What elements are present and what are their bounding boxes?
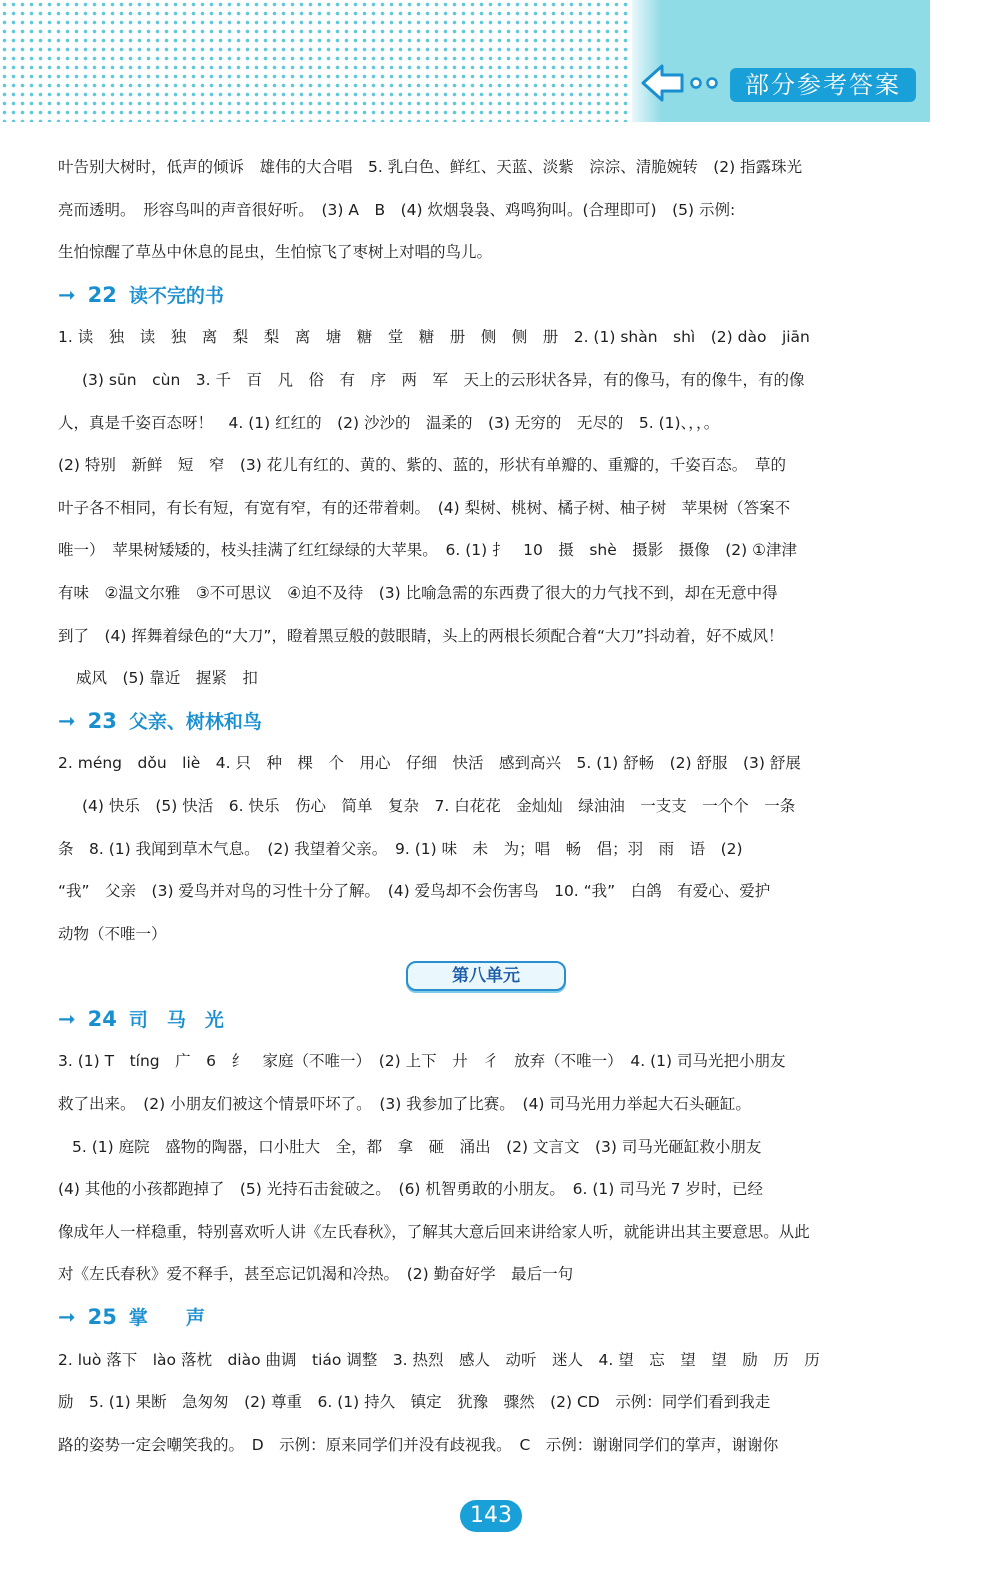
answer-line: 威风 (5) 靠近 握紧 扣 xyxy=(76,669,258,688)
heading-arrow-icon: ➞ xyxy=(58,1305,76,1330)
lesson-number: 23 xyxy=(87,708,117,733)
answer-line: 叶子各不相同，有长有短，有宽有窄，有的还带着刺。 (4) 梨树、桃树、橘子树、柚子树 苹果树（答案不 xyxy=(58,498,791,517)
answer-line: 5. (1) 庭院 盛物的陶器，口小肚大 全，都 拿 砸 涌出 (2) 文言文 (3) 司马光砸缸救小朋友 xyxy=(72,1137,762,1156)
answer-line: 动物（不唯一） xyxy=(58,924,167,943)
lesson-heading xyxy=(58,998,918,1041)
lesson-number: 24 xyxy=(87,1006,117,1031)
lesson-heading xyxy=(58,700,918,743)
answer-line: 生怕惊醒了草丛中休息的昆虫，生怕惊飞了枣树上对唱的鸟儿。 xyxy=(58,243,493,262)
section-header-label: 部分参考答案 xyxy=(730,68,916,102)
unit-title-row xyxy=(58,955,918,998)
answer-line: (4) 其他的小孩都跑掉了 (5) 光持石击瓮破之。 (6) 机智勇敢的小朋友。 6. (1) 司马光 7 岁时，已经 xyxy=(58,1180,763,1199)
answer-line: 2. méng dǒu liè 4. 只 种 棵 个 用心 仔细 快活 感到高兴 5. (1) 舒畅 (2) 舒服 (3) 舒展 xyxy=(58,754,801,773)
answer-line: 对《左氏春秋》爱不释手，甚至忘记饥渴和冷热。 (2) 勤奋好学 最后一句 xyxy=(58,1265,574,1284)
answer-line: (4) 快乐 (5) 快活 6. 快乐 伤心 简单 复杂 7. 白花花 金灿灿 绿油油 一支支 一个个 一条 xyxy=(82,796,796,815)
lesson-number: 25 xyxy=(87,1305,117,1330)
answer-line: 条 8. (1) 我闻到草木气息。 (2) 我望着父亲。 9. (1) 味 未 为；唱 畅 倡；羽 雨 语 (2) xyxy=(58,839,743,858)
answer-line: 到了 (4) 挥舞着绿色的“大刀”，瞪着黑豆般的鼓眼睛，头上的两根长须配合着“大刀”抖动着，好不威风！ xyxy=(58,626,784,645)
lesson-title: 父亲、树林和鸟 xyxy=(128,710,262,733)
answer-line: “我” 父亲 (3) 爱鸟并对鸟的习性十分了解。 (4) 爱鸟却不会伤害鸟 10. “我” 白鸽 有爱心、爱护 xyxy=(58,882,771,901)
page-number: 143 xyxy=(460,1500,522,1532)
lesson-heading xyxy=(58,1296,918,1339)
lesson-heading xyxy=(58,274,918,317)
answer-line: 3. (1) T tíng 广 6 纟 家庭（不唯一） (2) 上下 廾 彳 放弃（不唯一） 4. (1) 司马光把小朋友 xyxy=(58,1052,786,1071)
heading-arrow-icon: ➞ xyxy=(58,1006,76,1031)
answer-content xyxy=(58,146,918,1466)
answer-line: 励 5. (1) 果断 急匆匆 (2) 尊重 6. (1) 持久 镇定 犹豫 骤然 (2) CD 示例：同学们看到我走 xyxy=(58,1393,771,1412)
answer-line: 像成年人一样稳重，特别喜欢听人讲《左氏春秋》，了解其大意后回来讲给家人听，就能讲出其主要意思。从此 xyxy=(58,1222,810,1241)
lesson-title: 掌 声 xyxy=(128,1307,205,1330)
left-arrow-icon xyxy=(640,62,720,104)
answer-line: (3) sūn cùn 3. 千 百 凡 俗 有 序 两 军 天上的云形状各异，有的像马，有的像牛，有的像 xyxy=(82,370,805,389)
answer-line: 2. luò 落下 lào 落枕 diào 曲调 tiáo 调整 3. 热烈 感人 动听 迷人 4. 望 忘 望 望 励 历 历 xyxy=(58,1350,820,1369)
dot-pattern-decoration xyxy=(0,0,640,122)
answer-line: 有味 ②温文尔雅 ③不可思议 ④迫不及待 (3) 比喻急需的东西费了很大的力气找不到，却在无意中得 xyxy=(58,583,778,602)
heading-arrow-icon: ➞ xyxy=(58,708,76,733)
answer-line: 亮而透明。 形容鸟叫的声音很好听。 (3) A B (4) 炊烟袅袅、鸡鸣狗叫。(合理即可) (5) 示例: xyxy=(58,200,736,219)
answer-line: 路的姿势一定会嘲笑我的。 D 示例：原来同学们并没有歧视我。 C 示例：谢谢同学们的掌声，谢谢你 xyxy=(58,1435,779,1454)
answer-line: 1. 读 独 读 独 离 梨 梨 离 塘 糖 堂 糖 册 侧 侧 册 2. (1) shàn shì (2) dào jiān xyxy=(58,328,810,347)
answer-line: 叶告别大树时，低声的倾诉 雄伟的大合唱 5. 乳白色、鲜红、天蓝、淡紫 淙淙、清脆婉转 (2) 指露珠光 xyxy=(58,158,803,176)
unit-title: 第八单元 xyxy=(406,961,566,991)
answer-line: 救了出来。 (2) 小朋友们被这个情景吓坏了。 (3) 我参加了比赛。 (4) 司马光用力举起大石头砸缸。 xyxy=(58,1095,751,1114)
answer-line: 人，真是千姿百态呀！ 4. (1) 红红的 (2) 沙沙的 温柔的 (3) 无穷的 无尽的 5. (1)、，，。 xyxy=(58,413,720,432)
lesson-title: 司 马 光 xyxy=(128,1008,224,1031)
answer-line: (2) 特别 新鲜 短 窄 (3) 花儿有红的、黄的、紫的、蓝的，形状有单瓣的、重瓣的，千姿百态。 草的 xyxy=(58,456,787,475)
answer-line: 唯一） 苹果树矮矮的，枝头挂满了红红绿绿的大苹果。 6. (1) 扌 10 摄 shè 摄影 摄像 (2) ①津津 xyxy=(58,541,798,560)
lesson-number: 22 xyxy=(87,282,117,307)
lesson-title: 读不完的书 xyxy=(128,284,224,307)
heading-arrow-icon: ➞ xyxy=(58,282,76,307)
